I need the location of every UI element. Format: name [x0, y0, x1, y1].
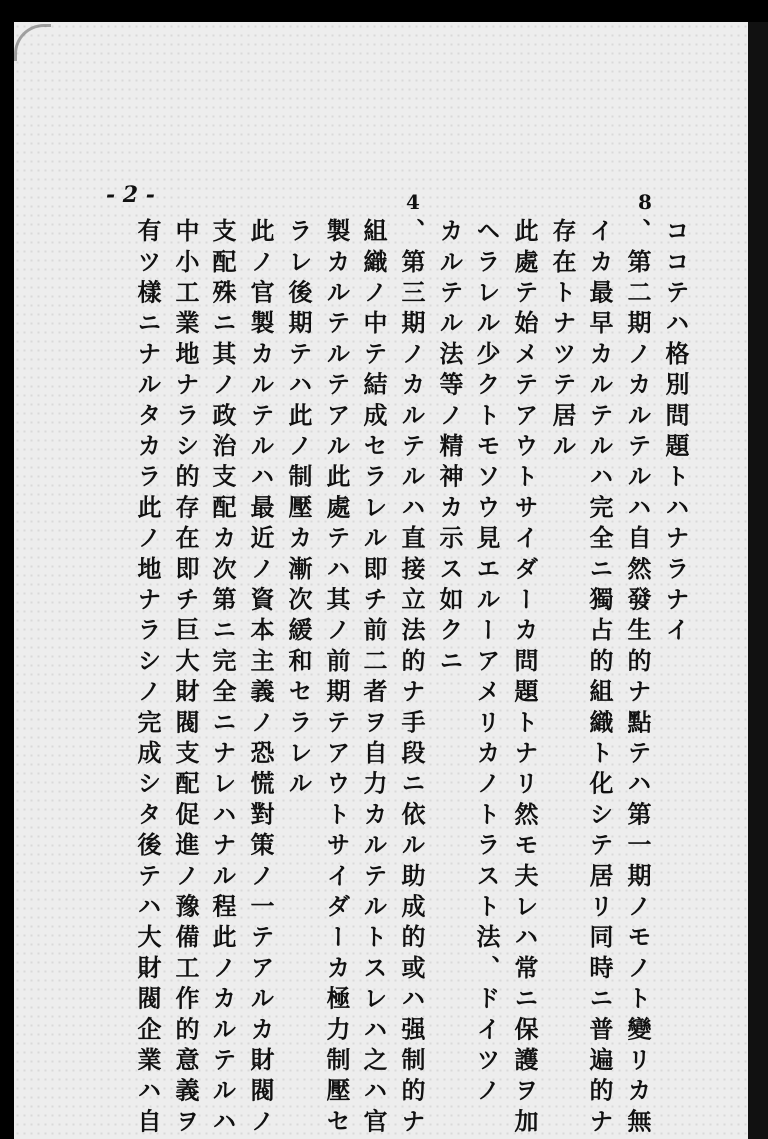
text-column-4: 存在トナツテ居ル [548, 218, 577, 464]
text-column-14: 中小工業地ナラシ的存在即チ巨大財閥支配促進ノ豫備工作的意義ヲ [171, 218, 200, 1139]
text-column-2: 、第二期ノカルテルハ自然發生的ナ點テハ第一期ノモノト變リカ無 [623, 218, 652, 1139]
text-column-7: カルテル法等ノ精神カ示ス如クニ [435, 218, 464, 679]
text-column-1: ココテハ格別問題トハナラナイ [661, 218, 690, 648]
top-mark-8: 8 [638, 190, 652, 214]
text-column-9: 組織ノ中テ結成セラレル即チ前二者ヲ自力カルテルトスレハ之ハ官 [359, 218, 388, 1139]
text-column-11: ラレ後期テハ此ノ制壓カ漸次緩和セラレル [284, 218, 313, 802]
text-column-3: イカ最早カルテルハ完全ニ獨占的組織ト化シテ居リ同時ニ普遍的ナ [585, 218, 614, 1139]
text-column-8: 、第三期ノカルテルハ直接立法的ナ手段ニ依ル助成的或ハ强制的ナ [397, 218, 426, 1139]
text-column-12: 此ノ官製カルテルハ最近ノ資本主義ノ恐慌對策ノ一テアルカ財閥ノ [246, 218, 275, 1139]
top-mark-4: 4 [406, 190, 420, 214]
text-column-10: 製カルテルテアル此處テハ其ノ前期テアウトサイダーカ極力制壓セ [322, 218, 351, 1139]
text-column-13: 支配殊ニ其ノ政治支配カ次第ニ完全ニナレハナル程此ノカルテルハ [208, 218, 237, 1139]
page-edge [748, 22, 768, 1139]
page-number: - 2 - [106, 182, 155, 208]
text-column-6: ヘラレル少クトモソウ見エルーアメリカノトラスト法、ドイツノ [472, 218, 501, 1109]
text-column-5: 此處テ始メテアウトサイダーカ問題トナリ然モ夫レハ常ニ保護ヲ加 [510, 218, 539, 1139]
text-column-15: 有ツ樣ニナルタカラ此ノ地ナラシノ完成シタ後テハ大財閥企業ハ自 [133, 218, 162, 1139]
